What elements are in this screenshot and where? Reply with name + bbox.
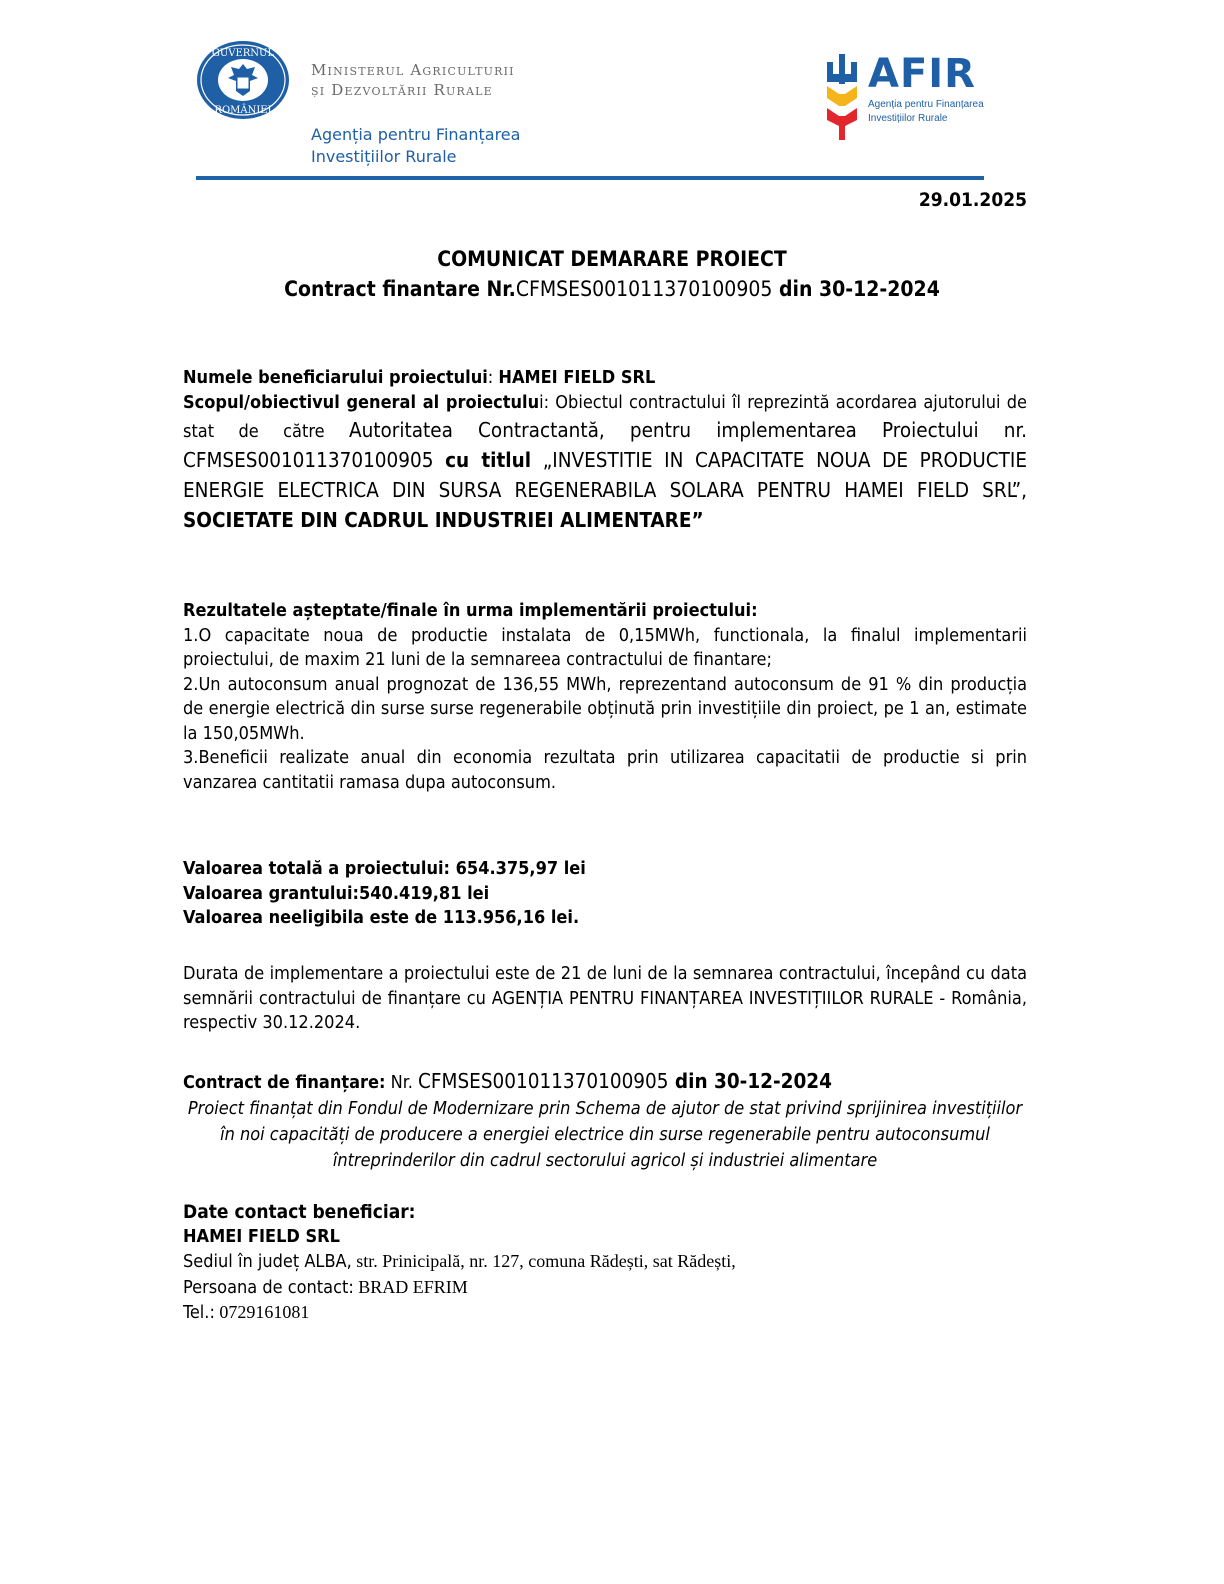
- agency-line-1: Agenția pentru Finanțarea: [311, 125, 521, 144]
- beneficiary-line: [183, 366, 1027, 391]
- contact-person-line: [183, 1275, 1027, 1301]
- government-seal-icon: [195, 40, 291, 120]
- seat-address: str. Prinicipală, nr. 127, comuna Rădești, sat Rădești,: [351, 1251, 736, 1271]
- person-name: BRAD EFRIM: [353, 1276, 468, 1297]
- contract-number: CFMSES001011370100905: [418, 1069, 669, 1093]
- title-line-1: COMUNICAT DEMARARE PROIECT: [437, 247, 787, 271]
- document-title: [183, 244, 1041, 304]
- person-label: Persoana de contact:: [183, 1276, 354, 1298]
- agency-line-2: Investițiilor Rurale: [311, 147, 457, 166]
- scope-paragraph: [183, 391, 1027, 536]
- result-item: 3.Beneficii realizate anual din economia rezultata prin utilizarea capacitatii de productie si prin vanzarea cantitatii ramasa dupa autoconsum.: [183, 747, 1027, 793]
- scope-label: Scopul/obiectivul general al proiectulu: [183, 391, 540, 413]
- contact-section: [183, 1200, 1027, 1326]
- results-heading: Rezultatele așteptate/finale în urma implementării proiectului:: [183, 600, 758, 621]
- duration-text: Durata de implementare a proiectului este de 21 de luni de la semnarea contractului, începând cu data semnării contractului de finanțare cu AGENȚIA PENTRU FINANȚAREA INVESTIȚIILOR RURALE - România, respectiv 30.12.2024.: [183, 963, 1027, 1033]
- scope-text: Obiectul contractului îl reprezintă acordarea ajutorului de stat de către: [183, 391, 1027, 442]
- title-contract-label: Contract finantare Nr.: [284, 277, 516, 301]
- title-contract-date: din 30-12-2024: [772, 277, 940, 301]
- header-divider: [196, 176, 984, 180]
- title-contract-number: CFMSES001011370100905: [515, 277, 773, 301]
- contract-label: Contract de finanțare:: [183, 1072, 386, 1093]
- svg-text:GUVERNUL: GUVERNUL: [211, 48, 275, 59]
- contact-phone-line: [183, 1300, 1027, 1326]
- contract-section: [183, 1066, 1027, 1174]
- contract-date: din 30-12-2024: [668, 1069, 832, 1093]
- funding-note: Proiect finanțat din Fondul de Modernizare prin Schema de ajutor de stat privind sprijinirea investițiilor în noi capacități de producere a energiei electrice din surse regenerabile pentru autoconsumul întreprinderilor din cadrul sectorului agricol și industriei alimentare: [187, 1098, 1023, 1171]
- beneficiary-label: Numele beneficiarului proiectului: [183, 367, 488, 388]
- separator: :: [487, 367, 499, 388]
- ministry-line-2: și Dezvoltării Rurale: [311, 81, 493, 99]
- project-title-bold: SOCIETATE DIN CADRUL INDUSTRIEI ALIMENTARE”: [183, 508, 704, 532]
- grant-value: Valoarea grantului:540.419,81 lei: [183, 882, 490, 904]
- beneficiary-section: [183, 366, 1027, 535]
- project-title: „INVESTITIE IN CAPACITATE NOUA DE PRODUCTIE ENERGIE ELECTRICA DIN SURSA REGENERABILA SOLARA PENTRU HAMEI FIELD SRL”,: [183, 448, 1028, 502]
- afir-subtitle-line-2: Investițiilor Rurale: [868, 113, 948, 124]
- scope-label-tail: i:: [539, 391, 556, 413]
- total-value: Valoarea totală a proiectului: 654.375,97 lei: [183, 858, 586, 879]
- phone-label: Tel.:: [183, 1302, 215, 1323]
- result-item: 2.Un autoconsum anual prognozat de 136,55 MWh, reprezentand autoconsum de 91 % din producția de energie electrică din surse surse regenerabile obținută prin investițiile din proiect, pe 1 an, estimate la 150,05MWh.: [183, 673, 1027, 744]
- afir-acronym: AFIR: [868, 51, 976, 97]
- title-line-2: [183, 274, 1041, 304]
- contact-address-line: [183, 1249, 1027, 1275]
- agency-name: [311, 124, 520, 168]
- afir-subtitle-line-1: Agenția pentru Finanțarea: [868, 99, 984, 110]
- seat-label: Sediul în județ ALBA,: [183, 1251, 352, 1272]
- ineligible-value: Valoarea neeligibila este de 113.956,16 lei.: [183, 907, 580, 928]
- phone-number: 0729161081: [214, 1302, 310, 1322]
- result-item: 1.O capacitate noua de productie instalata de 0,15MWh, functionala, la finalul implementarii proiectului, de maxim 21 luni de la semnareea contractului de finantare;: [183, 624, 1027, 670]
- contract-nr-prefix: Nr.: [385, 1072, 419, 1093]
- ministry-line-1: Ministerul Agriculturii: [311, 61, 515, 79]
- svg-text:ROMÂNIEI: ROMÂNIEI: [214, 105, 272, 116]
- duration-section: [183, 962, 1027, 1036]
- scope-title-intro: cu titlul: [445, 448, 532, 472]
- beneficiary-name: HAMEI FIELD SRL: [498, 367, 656, 388]
- results-section: [183, 599, 1027, 795]
- afir-wheat-logo-icon: [824, 54, 860, 140]
- afir-subtitle: [868, 98, 984, 126]
- document-date: 29.01.2025: [918, 189, 1027, 211]
- values-section: [183, 857, 1027, 931]
- scope-text-large: Autoritatea Contractantă, pentru implementarea Proiectului nr. CFMSES001011370100905: [183, 418, 1028, 472]
- contact-heading: Date contact beneficiar:: [183, 1201, 416, 1223]
- ministry-name: [311, 60, 515, 100]
- contract-line: [183, 1066, 1027, 1096]
- contact-company: HAMEI FIELD SRL: [183, 1225, 340, 1247]
